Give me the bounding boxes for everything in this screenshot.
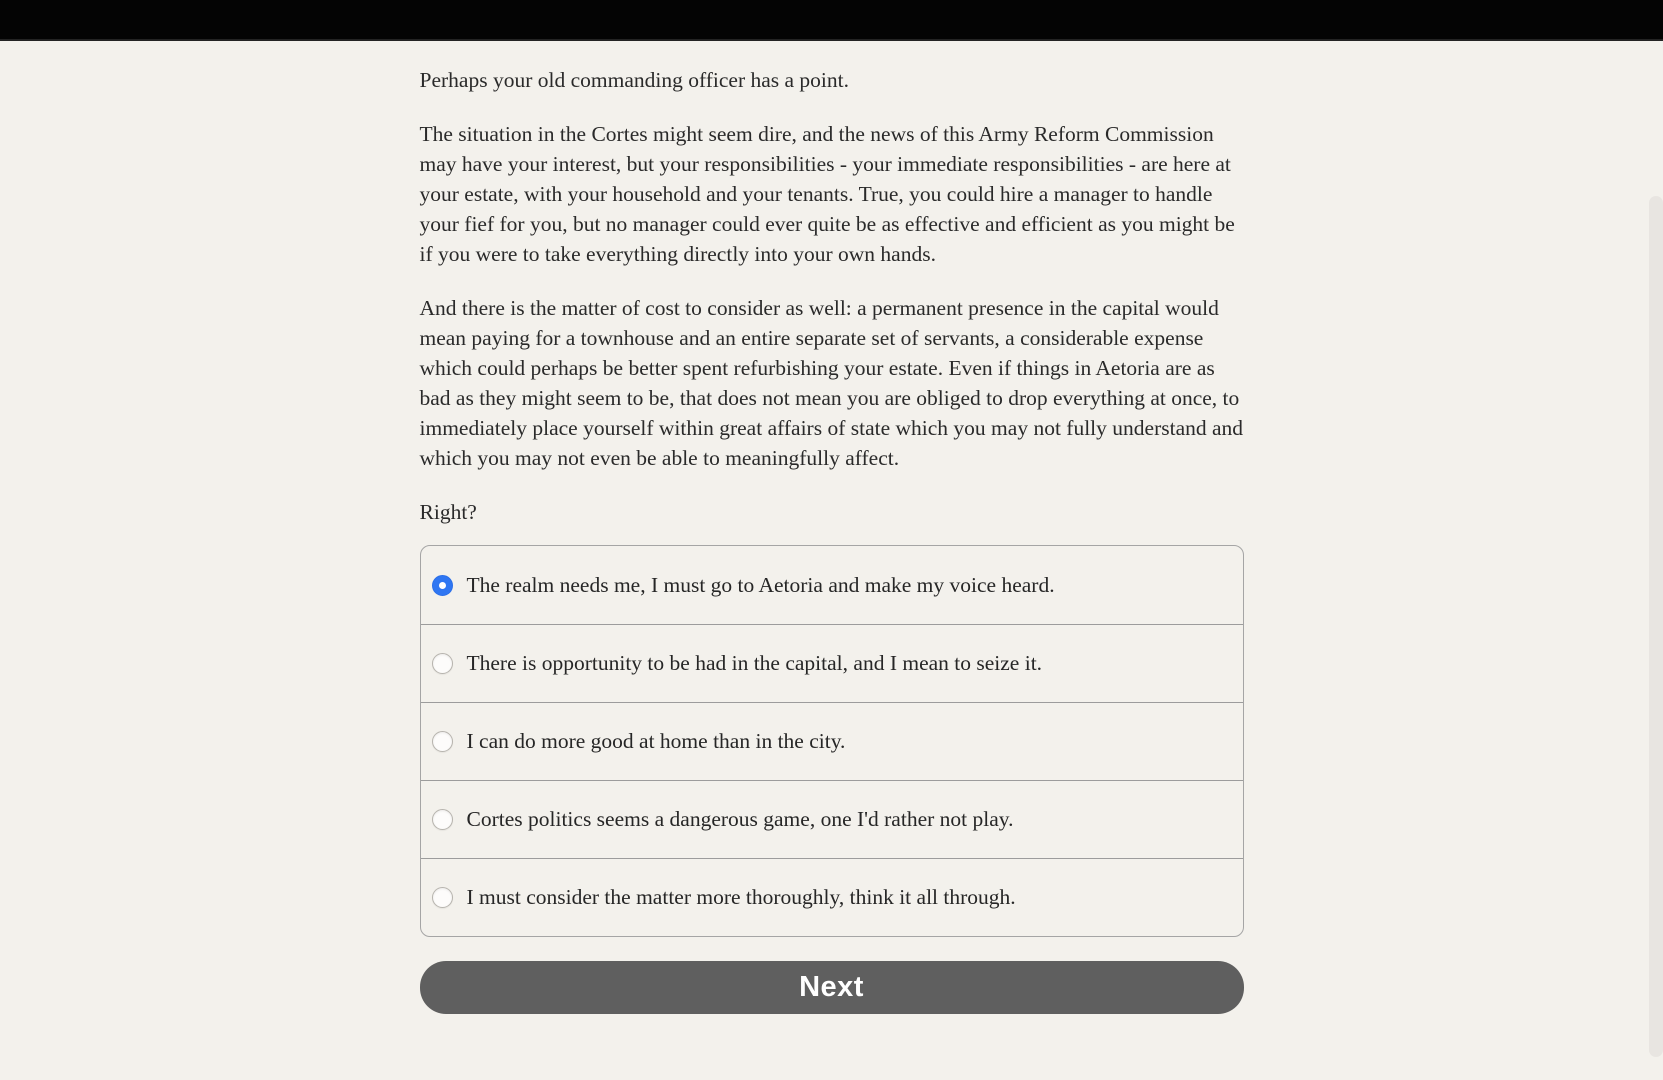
radio-icon[interactable]: [432, 887, 453, 908]
story-text: [420, 65, 1244, 527]
top-bar: [0, 0, 1663, 41]
choice-label: The realm needs me, I must go to Aetoria and make my voice heard.: [466, 572, 1055, 597]
choice-option[interactable]: [421, 624, 1243, 702]
choice-option[interactable]: [421, 858, 1243, 936]
radio-icon[interactable]: [432, 653, 453, 674]
choice-option[interactable]: [421, 546, 1243, 624]
choice-label: I must consider the matter more thoroughly, think it all through.: [466, 885, 1016, 910]
story-prompt: Right?: [419, 500, 477, 524]
radio-icon[interactable]: [432, 809, 453, 830]
story-paragraph: And there is the matter of cost to consider as well: a permanent presence in the capital would mean paying for a townhouse and an entire separate set of servants, a considerable expense which could perhaps be better spent refurbishing your estate. Even if things in Aetoria are as bad as they might seem to be, that does not mean you are obliged to drop everything at once, to immediately place yourself within great affairs of state which you may not fully understand and which you may not even be able to meaningfully affect.: [419, 296, 1244, 470]
choice-option[interactable]: [421, 780, 1243, 858]
story-paragraph: Perhaps your old commanding officer has a point.: [419, 68, 850, 92]
choice-option[interactable]: [421, 702, 1243, 780]
choice-label: There is opportunity to be had in the capital, and I mean to seize it.: [466, 651, 1043, 676]
radio-icon[interactable]: [432, 731, 453, 752]
choice-label: I can do more good at home than in the city.: [466, 729, 846, 754]
story-paragraph: The situation in the Cortes might seem dire, and the news of this Army Reform Commission may have your interest, but your responsibilities - your immediate responsibilities - are here at your estate, with your household and your tenants. True, you could hire a manager to handle your fief for you, but no manager could ever quite be as effective and efficient as you might be if you were to take everything directly into your own hands.: [419, 122, 1235, 266]
radio-icon[interactable]: [432, 575, 453, 596]
scrollbar-thumb[interactable]: [1649, 196, 1663, 1057]
choice-list: [420, 545, 1244, 937]
next-button[interactable]: Next: [420, 961, 1244, 1014]
story-content: [420, 65, 1244, 1014]
choice-label: Cortes politics seems a dangerous game, one I'd rather not play.: [466, 807, 1014, 832]
